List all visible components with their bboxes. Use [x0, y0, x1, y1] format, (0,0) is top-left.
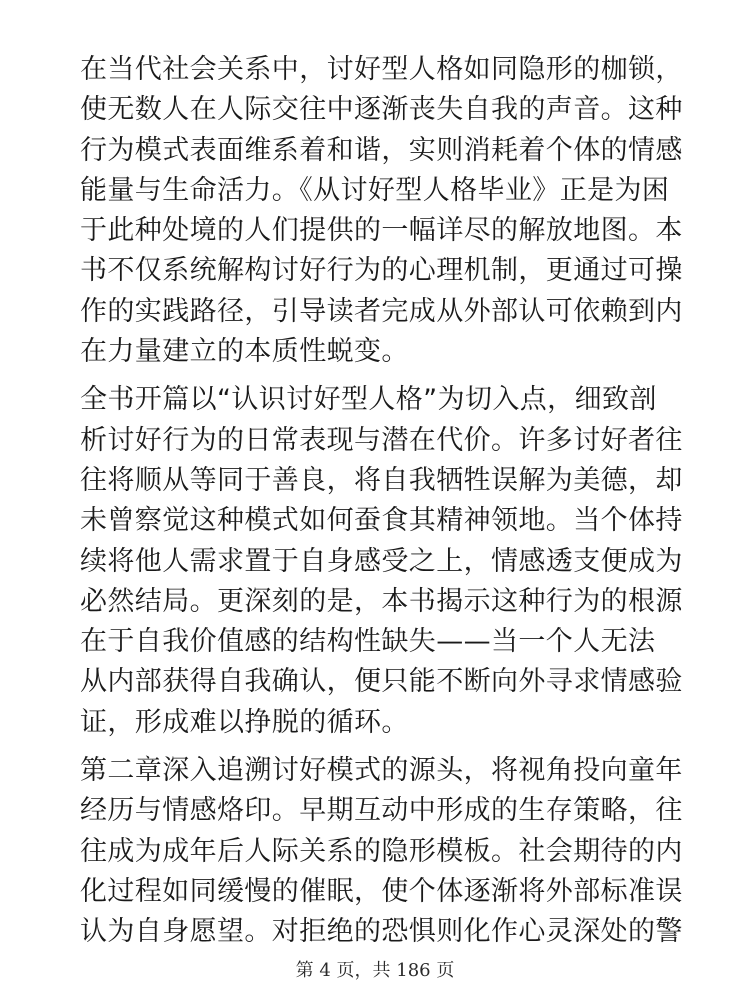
text-line: 作的实践路径，引导读者完成从外部认可依赖到内 — [80, 295, 683, 327]
text-line: 在当代社会关系中，讨好型人格如同隐形的枷锁， — [80, 54, 683, 85]
paragraph-1 — [80, 50, 683, 372]
text-line: 在于自我价值感的结构性缺失——当一个人无法 — [80, 626, 656, 658]
text-line: 认为自身愿望。对拒绝的恐惧则化作心灵深处的警 — [80, 916, 683, 948]
text-line: 行为模式表面维系着和谐，实则消耗着个体的情感 — [80, 134, 683, 166]
paragraph-2 — [80, 380, 683, 743]
text-line: 经历与情感烙印。早期互动中形成的生存策略，往 — [80, 795, 683, 827]
paragraph-3 — [80, 751, 683, 952]
text-line: 于此种处境的人们提供的一幅详尽的解放地图。本 — [80, 215, 683, 247]
text-line: 续将他人需求置于自身感受之上，情感透支便成为 — [80, 545, 683, 577]
text-line: 在力量建立的本质性蜕变。 — [80, 336, 409, 368]
text-line: 未曾察觉这种模式如何蚕食其精神领地。当个体持 — [80, 505, 683, 537]
text-line: 从内部获得自我确认，便只能不断向外寻求情感验 — [80, 666, 683, 698]
page-number-footer: 第 4 页，共 186 页 — [295, 960, 455, 981]
text-line: 第二章深入追溯讨好模式的源头，将视角投向童年 — [80, 755, 683, 787]
text-line: 必然结局。更深刻的是，本书揭示这种行为的根源 — [80, 585, 683, 617]
text-line: 析讨好行为的日常表现与潜在代价。许多讨好者往 — [80, 424, 683, 456]
text-line: 往将顺从等同于善良，将自我牺牲误解为美德，却 — [80, 464, 683, 496]
document-body — [80, 50, 683, 953]
text-line: 化过程如同缓慢的催眠，使个体逐渐将外部标准误 — [80, 875, 683, 907]
text-line: 往成为成年后人际关系的隐形模板。社会期待的内 — [80, 835, 683, 867]
text-line: 证，形成难以挣脱的循环。 — [80, 706, 409, 738]
text-line: 书不仅系统解构讨好行为的心理机制，更通过可操 — [80, 255, 683, 287]
text-line: 全书开篇以“认识讨好型人格”为切入点，细致剖 — [80, 384, 657, 416]
text-line: 能量与生命活力。《从讨好型人格毕业》正是为困 — [80, 174, 670, 206]
text-line: 使无数人在人际交往中逐渐丧失自我的声音。这种 — [80, 94, 683, 126]
